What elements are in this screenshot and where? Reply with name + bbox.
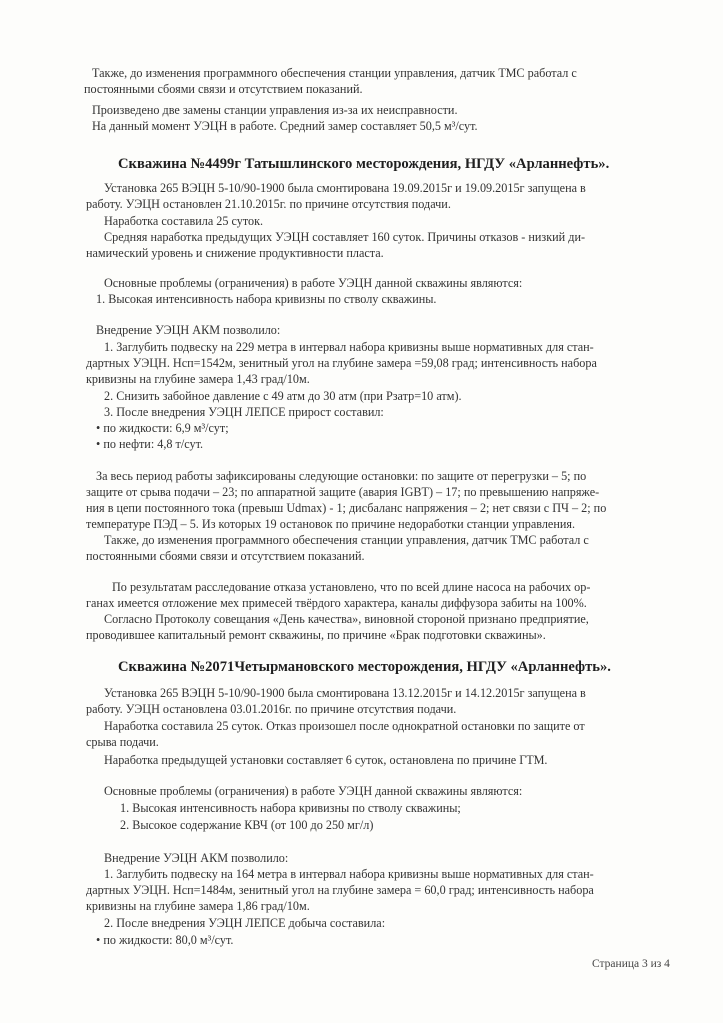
bullet-text: по жидкости: 6,9 м³/сут;	[103, 421, 229, 435]
paragraph-line: Согласно Протоколу совещания «День качества», виновной стороной признано предприятие,	[104, 612, 589, 626]
paragraph-line: 1. Заглубить подвеску на 229 метра в интервал набора кривизны выше нормативных для стан-	[104, 340, 594, 354]
paragraph-line: 2. Снизить забойное давление с 49 атм до 30 атм (при Pзатр=10 атм).	[104, 389, 462, 403]
bullet-text: по нефти: 4,8 т/сут.	[103, 437, 204, 451]
paragraph-line: проводившее капитальный ремонт скважины, по причине «Брак подготовки скважины».	[86, 628, 546, 642]
section-heading: Скважина №2071Четырмановского месторождения, НГДУ «Арланнефть».	[118, 659, 611, 675]
paragraph-line: работу. УЭЦН остановлена 03.01.2016г. по причине отсутствия подачи.	[86, 702, 457, 716]
paragraph-line: работу. УЭЦН остановлен 21.10.2015г. по причине отсутствия подачи.	[86, 197, 451, 211]
paragraph-line: Основные проблемы (ограничения) в работе УЭЦН данной скважины являются:	[104, 784, 523, 798]
paragraph-line: ганах имеется отложение мех примесей твёрдого характера, каналы диффузора забиты на 100%.	[86, 596, 587, 610]
paragraph-line: ния в цепи постоянного тока (превыш Udmax) - 1; дисбаланс напряжения – 2; нет связи с ПЧ – 2; по	[86, 501, 607, 515]
paragraph-line: температуре ПЭД – 5. Из которых 19 остановок по причине недоработки станции управления.	[86, 517, 576, 531]
paragraph-line: 2. После внедрения УЭЦН ЛЕПСЕ добыча составила:	[104, 916, 386, 930]
paragraph-line: намический уровень и снижение продуктивности пласта.	[86, 246, 384, 260]
paragraph-line: постоянными сбоями связи и отсутствием показаний.	[84, 82, 363, 96]
page-number: Страница 3 из 4	[592, 958, 670, 970]
paragraph-line: кривизны на глубине замера 1,43 град/10м.	[86, 372, 310, 386]
paragraph-line: постоянными сбоями связи и отсутствием показаний.	[86, 549, 365, 563]
list-item: 1. Высокая интенсивность набора кривизны по стволу скважины;	[120, 801, 461, 815]
paragraph-line: Внедрение УЭЦН АКМ позволило:	[96, 323, 281, 337]
paragraph-line: Установка 265 ВЭЦН 5-10/90-1900 была смонтирована 13.12.2015г и 14.12.2015г запущена в	[104, 686, 586, 700]
bullet-item: • по нефти: 4,8 т/сут.	[96, 437, 204, 451]
bullet-item: • по жидкости: 6,9 м³/сут;	[96, 421, 229, 435]
paragraph-line: За весь период работы зафиксированы следующие остановки: по защите от перегрузки – 5; по	[96, 469, 587, 483]
paragraph-line: Также, до изменения программного обеспечения станции управления, датчик ТМС работал с	[92, 66, 577, 80]
bullet-text: по жидкости: 80,0 м³/сут.	[103, 933, 234, 947]
paragraph-line: Наработка составила 25 суток. Отказ произошел после однократной остановки по защите от	[104, 719, 585, 733]
paragraph-line: защите от срыва подачи – 23; по аппаратной защите (авария IGBT) – 17; по превышению напряже-	[86, 485, 600, 499]
paragraph-line: Произведено две замены станции управления из-за их неисправности.	[92, 103, 458, 117]
paragraph-line: 3. После внедрения УЭЦН ЛЕПСЕ прирост составил:	[104, 405, 384, 419]
paragraph-line: кривизны на глубине замера 1,86 град/10м.	[86, 899, 310, 913]
list-item: 2. Высокое содержание КВЧ (от 100 до 250 мг/л)	[120, 818, 374, 832]
paragraph-line: По результатам расследование отказа установлено, что по всей длине насоса на рабочих ор-	[112, 580, 591, 594]
bullet-item: • по жидкости: 80,0 м³/сут.	[96, 933, 234, 947]
paragraph-line: Основные проблемы (ограничения) в работе УЭЦН данной скважины являются:	[104, 276, 523, 290]
list-item: 1. Высокая интенсивность набора кривизны по стволу скважины.	[96, 292, 437, 306]
paragraph-line: Внедрение УЭЦН АКМ позволило:	[104, 851, 289, 865]
paragraph-line: Средняя наработка предыдущих УЭЦН составляет 160 суток. Причины отказов - низкий ди-	[104, 230, 586, 244]
paragraph-line: Установка 265 ВЭЦН 5-10/90-1900 была смонтирована 19.09.2015г и 19.09.2015г запущена в	[104, 181, 586, 195]
section-heading: Скважина №4499г Татышлинского месторождения, НГДУ «Арланнефть».	[118, 156, 610, 172]
paragraph-line: дартных УЭЦН. Hсп=1484м, зенитный угол на глубине замера = 60,0 град; интенсивность набора	[86, 883, 594, 897]
paragraph-line: 1. Заглубить подвеску на 164 метра в интервал набора кривизны выше нормативных для стан-	[104, 867, 594, 881]
paragraph-line: дартных УЭЦН. Hсп=1542м, зенитный угол на глубине замера =59,08 град; интенсивность набора	[86, 356, 597, 370]
paragraph-line: На данный момент УЭЦН в работе. Средний замер составляет 50,5 м³/сут.	[92, 119, 478, 133]
paragraph-line: срыва подачи.	[86, 735, 159, 749]
paragraph-line: Наработка составила 25 суток.	[104, 214, 264, 228]
paragraph-line: Также, до изменения программного обеспечения станции управления, датчик ТМС работал с	[104, 533, 589, 547]
paragraph-line: Наработка предыдущей установки составляет 6 суток, остановлена по причине ГТМ.	[104, 753, 548, 767]
